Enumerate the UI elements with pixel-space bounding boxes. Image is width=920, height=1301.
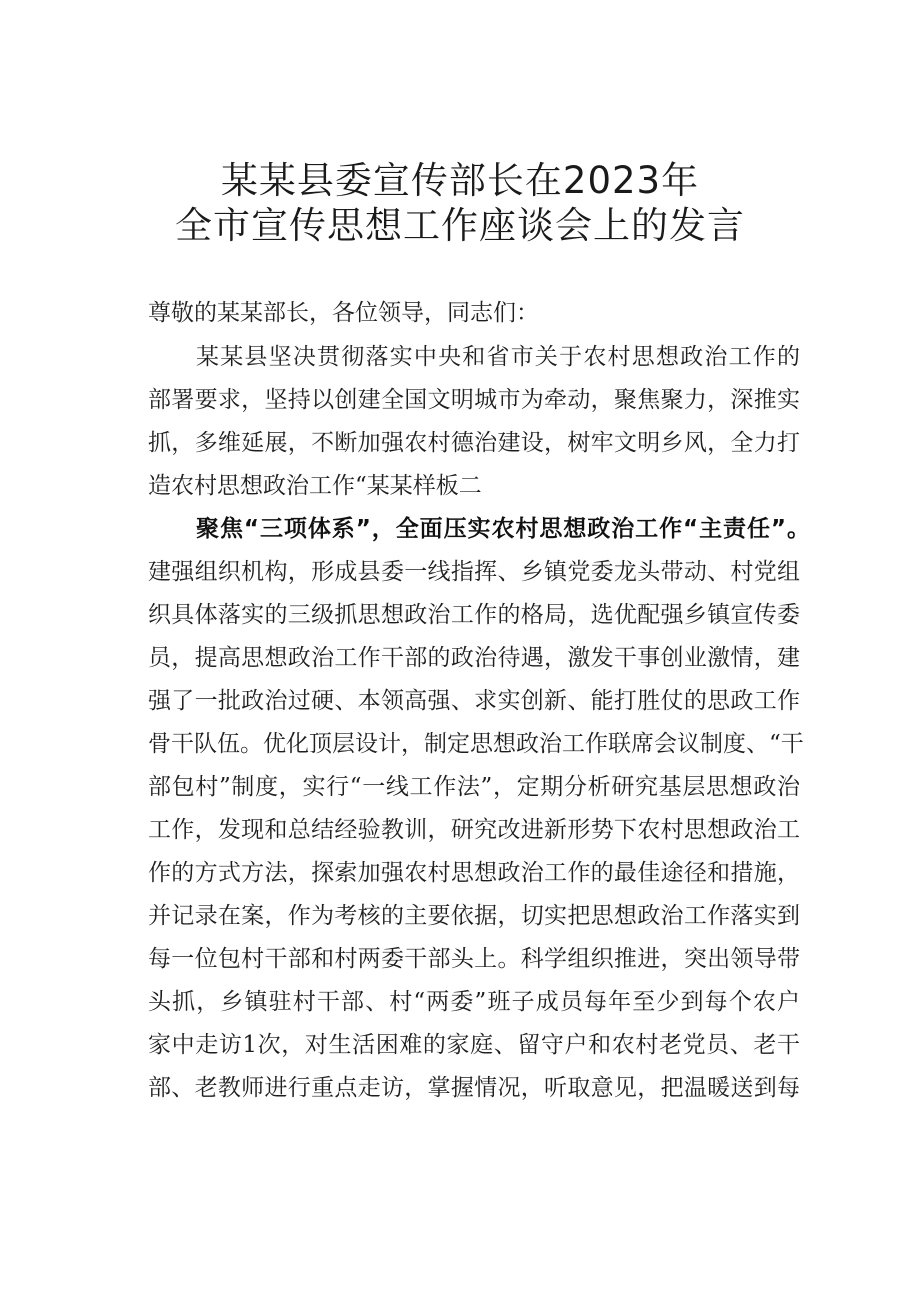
document-title-line-1: 某某县委宣传部长在2023年 xyxy=(220,159,700,202)
salutation: 尊敬的某某部长，各位领导，同志们： xyxy=(148,300,539,326)
body-line: 家中走访1次，对生活困难的家庭、留守户和农村老党员、老干 xyxy=(148,1032,800,1058)
intro-line: 造农村思想政治工作“某某样板二 xyxy=(148,473,482,499)
body-line: 工作，发现和总结经验教训，研究改进新形势下农村思想政治工 xyxy=(148,817,800,843)
body-line: 员，提高思想政治工作干部的政治待遇，激发干事创业激情，建 xyxy=(148,645,800,671)
intro-line: 某某县坚决贯彻落实中央和省市关于农村思想政治工作的 xyxy=(196,344,800,370)
body-line: 每一位包村干部和村两委干部头上。科学组织推进，突出领导带 xyxy=(148,946,800,972)
section-heading: 聚焦“三项体系”，全面压实农村思想政治工作“主责任”。 xyxy=(196,516,810,542)
body-line: 建强组织机构，形成县委一线指挥、乡镇党委龙头带动、村党组 xyxy=(148,559,800,585)
body-line: 织具体落实的三级抓思想政治工作的格局，选优配强乡镇宣传委 xyxy=(148,602,800,628)
document-title-line-2: 全市宣传思想工作座谈会上的发言 xyxy=(175,204,745,247)
body-line: 部包村”制度，实行“一线工作法”，定期分析研究基层思想政治 xyxy=(148,774,800,800)
body-line: 部、老教师进行重点走访，掌握情况，听取意见，把温暖送到每 xyxy=(148,1075,800,1101)
body-line: 强了一批政治过硬、本领高强、求实创新、能打胜仗的思政工作 xyxy=(148,688,800,714)
body-line: 头抓，乡镇驻村干部、村“两委”班子成员每年至少到每个农户 xyxy=(148,989,800,1015)
body-line: 作的方式方法，探索加强农村思想政治工作的最佳途径和措施， xyxy=(148,860,800,886)
body-line: 并记录在案，作为考核的主要依据，切实把思想政治工作落实到 xyxy=(148,903,800,929)
intro-line: 抓，多维延展，不断加强农村德治建设，树牢文明乡风，全力打 xyxy=(148,430,800,456)
intro-line: 部署要求，坚持以创建全国文明城市为牵动，聚焦聚力，深推实 xyxy=(148,387,800,413)
body-line: 骨干队伍。优化顶层设计，制定思想政治工作联席会议制度、“干 xyxy=(148,731,804,757)
